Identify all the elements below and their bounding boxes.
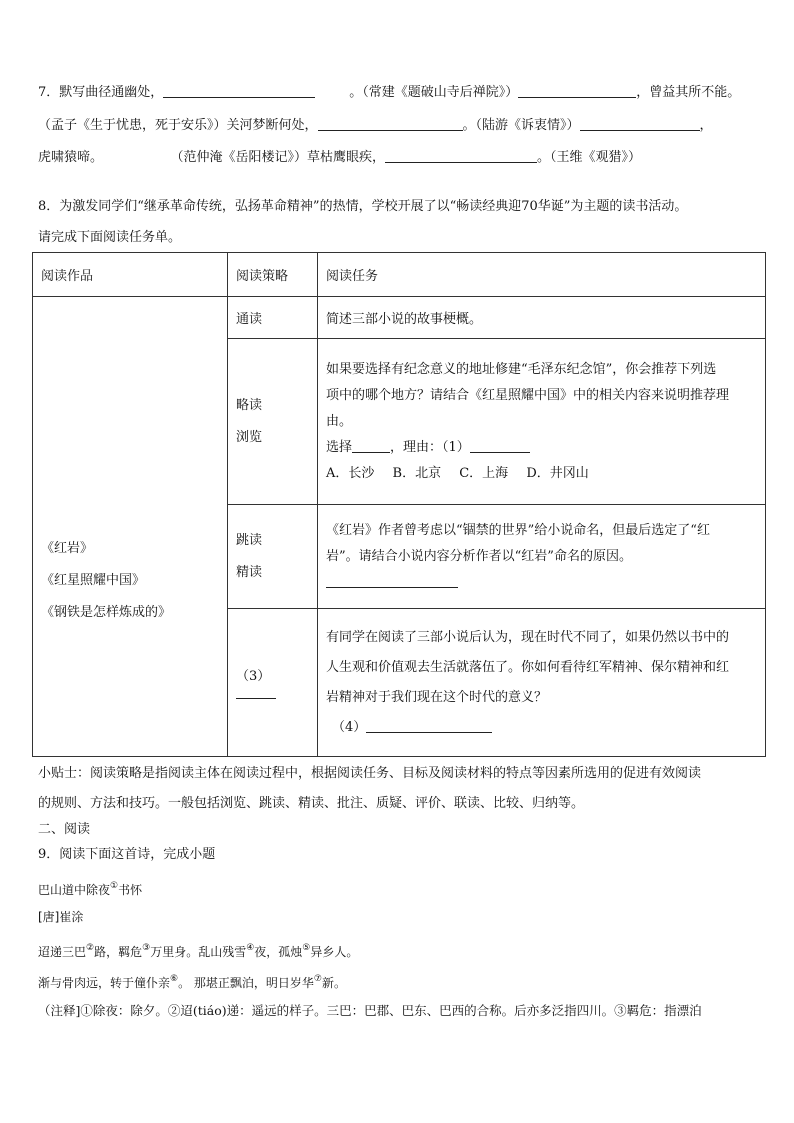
task-cell: 有同学在阅读了三部小说后认为，现在时代不同了，如果仍然以书中的 人生观和价值观去生活就落伍了。你如何看待红军精神、保尔精神和红 岩精神对于我们现在这个时代的意义？ （4） bbox=[318, 609, 766, 757]
q8-intro-line-2: 请完成下面阅读任务单。 bbox=[38, 230, 182, 245]
section-heading: 二、阅读 bbox=[38, 822, 91, 837]
reading-task-table bbox=[32, 252, 766, 757]
task-cell: 《红岩》作者曾考虑以“锢禁的世界”给小说命名，但最后选定了“红 岩”。请结合小说内容分析作者以“红岩”命名的原因。 bbox=[318, 505, 766, 609]
fill-blank[interactable] bbox=[385, 148, 537, 163]
options-line bbox=[326, 461, 757, 487]
fill-blank[interactable] bbox=[580, 116, 700, 131]
strategy-cell: （3） bbox=[228, 609, 318, 757]
header-task: 阅读任务 bbox=[318, 253, 766, 297]
poem-author: [唐]崔涂 bbox=[38, 910, 84, 924]
answer-blank[interactable] bbox=[326, 573, 458, 588]
q8-intro-line-1: 8．为激发同学们“继承革命传统，弘扬革命精神”的热情，学校开展了以“畅读经典迎70华诞”为主题的读书活动。 bbox=[38, 199, 688, 214]
answer-blank[interactable] bbox=[366, 718, 492, 733]
tip-line-2: 的规则、方法和技巧。一般包括浏览、跳读、精读、批注、质疑、评价、联读、比较、归纳等。 bbox=[38, 796, 585, 811]
works-cell bbox=[33, 297, 228, 757]
answer-line: （4） bbox=[326, 713, 757, 743]
strategy-cell: 通读 bbox=[228, 297, 318, 339]
task-cell: 如果要选择有纪念意义的地址修建“毛泽东纪念馆”，你会推荐下列选 项中的哪个地方？请结合《红星照耀中国》中的相关内容来说明推荐理 由。 选择 ，理由：（1） A．长沙 B．北京 C．上海 D．井冈山 bbox=[318, 339, 766, 505]
q9-title: 9．阅读下面这首诗，完成小题 bbox=[38, 847, 216, 862]
strategy-blank[interactable] bbox=[236, 684, 276, 699]
option-c[interactable]: C．上海 bbox=[459, 465, 509, 481]
fill-blank[interactable] bbox=[163, 83, 315, 98]
task-cell: 简述三部小说的故事梗概。 bbox=[318, 297, 766, 339]
fill-blank[interactable] bbox=[318, 116, 463, 131]
choice-blank[interactable] bbox=[352, 438, 390, 453]
poem-verse-1: 迢递三巴②路，羁危③万里身。乱山残雪④夜，孤烛⑤异乡人。 bbox=[38, 943, 359, 959]
tip-line-1: 小贴士：阅读策略是指阅读主体在阅读过程中，根据阅读任务、目标及阅读材料的特点等因素所选用的促进有效阅读 bbox=[38, 766, 702, 781]
reason-blank[interactable] bbox=[470, 438, 530, 453]
poem-notes: （注释]①除夜：除夕。②迢(tiáo)递：遥远的样子。三巴：巴郡、巴东、巴西的合称。后亦多泛指四川。③羁危：指漂泊 bbox=[38, 1003, 702, 1018]
header-strategy: 阅读策略 bbox=[228, 253, 318, 297]
choice-line: 选择 ，理由：（1） bbox=[326, 435, 757, 461]
work-title: 《红岩》 bbox=[41, 540, 94, 556]
poem-title: 巴山道中除夜①书怀 bbox=[38, 881, 143, 897]
q7-line-3: 虎啸猿啼。 （范仲淹《岳阳楼记》）草枯鹰眼疾， 。（王维《观猎》） bbox=[38, 150, 642, 165]
poem-verse-2: 渐与骨肉远，转于僮仆亲⑥。 那堪正飘泊，明日岁华⑦新。 bbox=[38, 974, 347, 990]
header-work: 阅读作品 bbox=[33, 253, 228, 297]
fill-blank[interactable] bbox=[518, 83, 636, 98]
work-title: 《红星照耀中国》 bbox=[41, 572, 146, 588]
strategy-cell: 跳读 精读 bbox=[228, 505, 318, 609]
q7-line-1: 7．默写曲径通幽处， 。（常建《题破山寺后禅院》） ，曾益其所不能。 bbox=[38, 85, 741, 100]
work-title: 《钢铁是怎样炼成的》 bbox=[41, 604, 172, 620]
option-a[interactable]: A．长沙 bbox=[326, 465, 375, 481]
q7-line-2: （孟子《生于忧患，死于安乐》）关河梦断何处， 。（陆游《诉衷情》） ， bbox=[38, 118, 713, 133]
option-b[interactable]: B．北京 bbox=[392, 465, 442, 481]
strategy-cell: 略读 浏览 bbox=[228, 339, 318, 505]
option-d[interactable]: D．井冈山 bbox=[526, 465, 589, 481]
